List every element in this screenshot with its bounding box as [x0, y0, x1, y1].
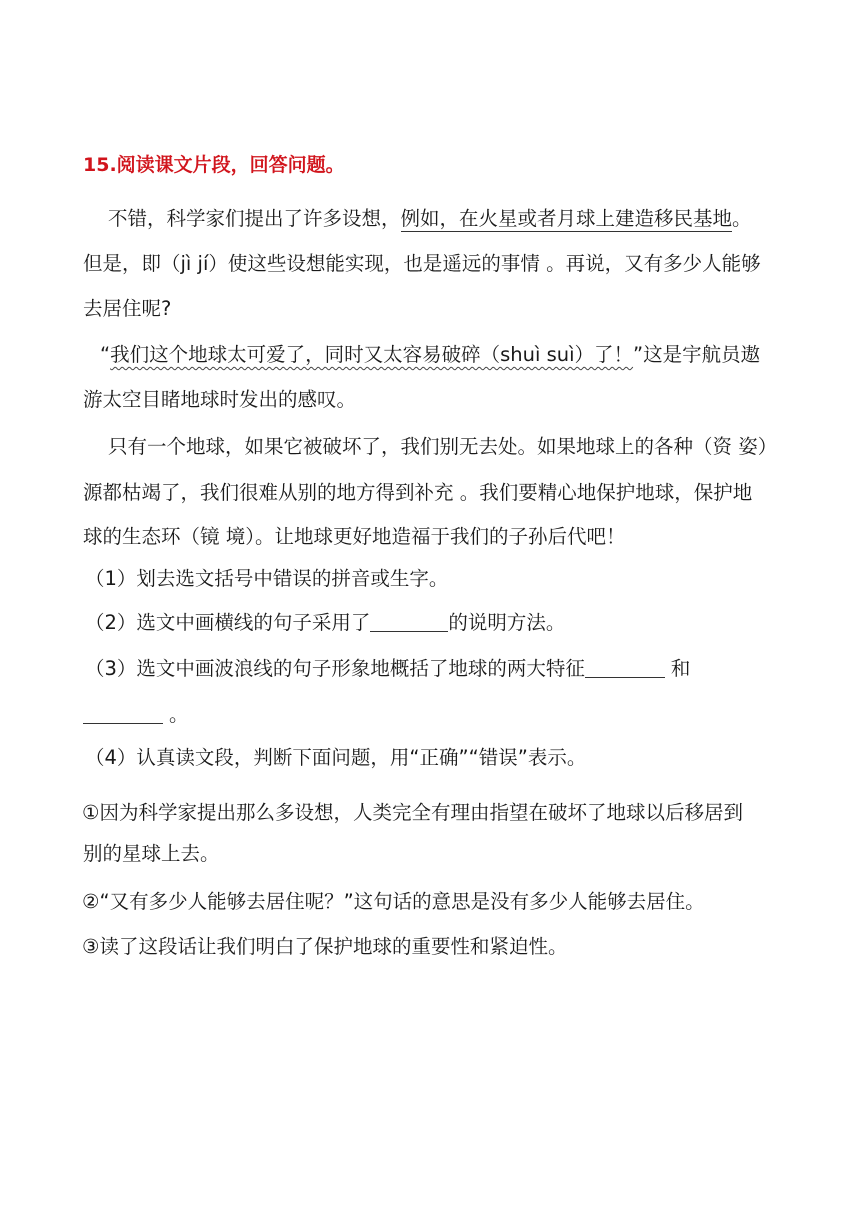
- passage-p2-line1: [100, 342, 760, 368]
- passage-p3-line3: 球的生态环（镜 境）。让地球更好地造福于我们的子孙后代吧！: [83, 525, 626, 548]
- judgement-2: ②“又有多少人能够去居住呢？”这句话的意思是没有多少人能够去居住。: [82, 890, 705, 913]
- question-3-text: （3）选文中画波浪线的句子形象地概括了地球的两大特征: [85, 657, 585, 680]
- question-2: [85, 610, 565, 636]
- question-title: 15.阅读课文片段，回答问题。: [83, 154, 345, 176]
- judgement-1-line1: ①因为科学家提出那么多设想，人类完全有理由指望在破坏了地球以后移居到: [82, 801, 743, 824]
- passage-p3-line1: 只有一个地球，如果它被破坏了，我们别无去处。如果地球上的各种（资 姿）: [108, 435, 778, 458]
- judgement-3: ③读了这段话让我们明白了保护地球的重要性和紧迫性。: [82, 935, 568, 958]
- passage-p2-line2: 游太空目睹地球时发出的感叹。: [83, 388, 357, 411]
- question-3-and: 和: [670, 657, 691, 680]
- answer-blank-3[interactable]: [83, 703, 163, 724]
- question-3-end: 。: [169, 703, 189, 726]
- passage-p1-line3: 去居住呢?: [83, 297, 172, 320]
- question-1: （1）划去选文括号中错误的拼音或生字。: [85, 567, 449, 590]
- question-4: （4）认真读文段，判断下面问题，用“正确”“错误”表示。: [85, 746, 587, 769]
- passage-text: ”这是宇航员遨: [633, 343, 761, 366]
- wavy-underlined-sentence: 我们这个地球太可爱了，同时又太容易破碎（shuì suì）了！: [110, 343, 634, 366]
- underlined-sentence: 例如，在火星或者月球上建造移民基地: [400, 207, 733, 230]
- passage-text: 不错，科学家们提出了许多设想，: [108, 207, 401, 230]
- question-2-text: （2）选文中画横线的句子采用了: [85, 611, 371, 634]
- answer-blank-1[interactable]: [370, 611, 448, 632]
- answer-blank-2[interactable]: [585, 657, 665, 678]
- quote-mark: “: [100, 343, 111, 366]
- passage-p3-line2: 源都枯竭了，我们很难从别的地方得到补充 。我们要精心地保护地球，保护地: [83, 481, 753, 504]
- question-2-suffix: 的说明方法。: [448, 611, 566, 634]
- passage-p1-line2: 但是，即（jì jí）使这些设想能实现，也是遥远的事情 。再说，又有多少人能够: [83, 252, 761, 275]
- passage-p1-line1: [108, 206, 752, 232]
- judgement-1-line2: 别的星球上去。: [83, 842, 220, 865]
- question-3-line2: [83, 702, 189, 728]
- passage-text: 。: [732, 207, 752, 230]
- question-3: [85, 656, 690, 682]
